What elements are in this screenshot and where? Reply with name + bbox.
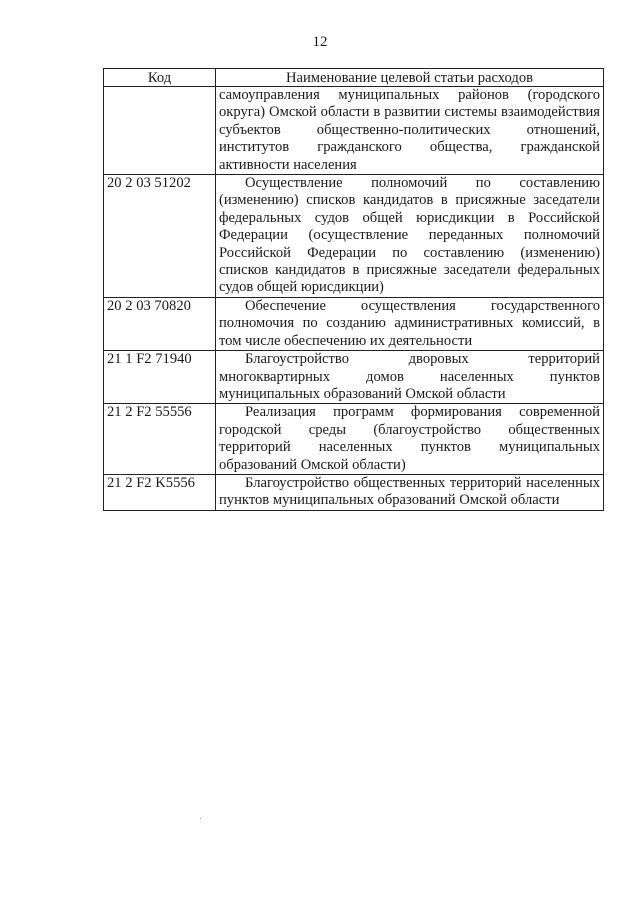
scan-speck bbox=[200, 818, 201, 819]
page-number: 12 bbox=[312, 34, 328, 50]
row-code bbox=[104, 87, 216, 175]
row-name: Реализация программ формирования современной городской среды (благоустройство общественных территорий населенных пунктов муниципальных образований Омской области) bbox=[216, 404, 604, 475]
name-column-header: Наименование целевой статьи расходов bbox=[216, 69, 604, 87]
row-code: 21 1 F2 71940 bbox=[104, 351, 216, 404]
row-code: 20 2 03 51202 bbox=[104, 175, 216, 298]
table-row bbox=[104, 404, 604, 475]
table-row bbox=[104, 351, 604, 404]
row-name: Благоустройство общественных территорий населенных пунктов муниципальных образований Омской области bbox=[216, 474, 604, 510]
table-header-row bbox=[104, 69, 604, 87]
table-row bbox=[104, 175, 604, 298]
code-column-header: Код bbox=[104, 69, 216, 87]
table-row bbox=[104, 87, 604, 175]
row-name: Обеспечение осуществления государственного полномочия по созданию административных комиссий, в том числе обеспечению их деятельности bbox=[216, 297, 604, 350]
row-name: Осуществление полномочий по составлению (изменению) списков кандидатов в присяжные заседатели федеральных судов общей юрисдикции в Российской Федерации (осуществление переданных полномочий Российской Федерации по составлению (изменению) списков кандидатов в присяжные заседатели федеральных судов общей юрисдикции) bbox=[216, 175, 604, 298]
row-code: 21 2 F2 55556 bbox=[104, 404, 216, 475]
table-row bbox=[104, 474, 604, 510]
row-name: самоуправления муниципальных районов (городского округа) Омской области в развитии системы взаимодействия субъектов общественно-политических отношений, институтов гражданского общества, гражданской активности населения bbox=[216, 87, 604, 175]
row-code: 21 2 F2 K5556 bbox=[104, 474, 216, 510]
expense-items-table bbox=[103, 68, 604, 511]
row-name: Благоустройство дворовых территорий многоквартирных домов населенных пунктов муниципальных образований Омской области bbox=[216, 351, 604, 404]
row-code: 20 2 03 70820 bbox=[104, 297, 216, 350]
table-row bbox=[104, 297, 604, 350]
